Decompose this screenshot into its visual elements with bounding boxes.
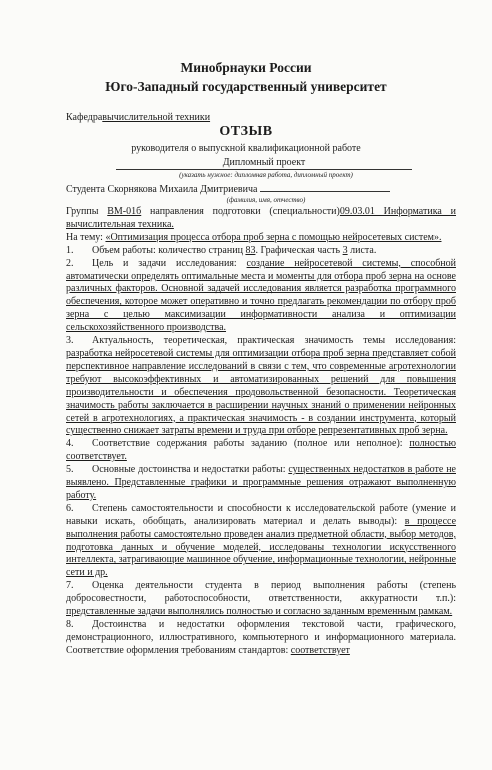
student-label: Студента [66,184,105,195]
group-paragraph: Группы ВМ-01б направления подготовки (специальности)09.03.01 Информатика и вычислительная техника. [66,206,457,230]
item-2: 2. Цель и задачи исследования: создание нейросетевой системы, способной автоматически определять оптимальные места и моменты для отбора проб зерна на основе различных факторов. Основной задачей исследования является разработка программного обеспечения, которое может оперативно и точно предлагать рекомендации по отбору проб зерна с целью максимизации информативности анализа и оптимизации сельскохозяйственного производства. [66,257,456,334]
topic-paragraph: На тему: «Оптимизация процесса отбора проб зерна с помощью нейросетевых систем». [66,231,442,243]
work-type: Дипломный проект [116,157,412,170]
student-name: Скорнякова Михаила Дмитриевича [107,184,258,195]
group-code: ВМ-01б [107,206,142,217]
ministry-name: Минобрнауки России [180,60,312,75]
work-type-hint: (указать нужное: дипломная работа, дипломный проект) [179,171,353,179]
department-name: вычислительной техники [102,112,211,123]
student-underline [260,181,390,192]
item-8: 8. Достоинства и недостатки оформления текстовой части, графического, демонстрационного, иллюстративного, компьютерного и информационного материала. Соответствие оформления требованиям стандартов: соответствует [66,619,456,656]
page-count: 83 [245,244,256,256]
university-name: Юго-Западный государственный университет [105,79,387,94]
department-prefix: Кафедра [66,112,103,123]
student-hint: (фамилия, имя, отчество) [226,196,306,204]
sheet-count: 3 [342,244,348,256]
item-5: 5. Основные достоинства и недостатки работы: существенных недостатков в работе не выявлено. Представленные графики и программные решения отражают выполненную работу. [66,464,456,501]
item-3: 3. Актуальность, теоретическая, практическая значимость темы исследования: разработка нейросетевой системы для оптимизации отбора проб зерна представляет собой перспективное направление исследований в связи с тем, что современные агротехнологии требуют высокоэффективных и автоматизированных решений для повышения производительности и обеспечения продовольственной безопасности. Теоретическая значимость работы заключается в расширении научных знаний о применении нейронных сетей в агротехнологиях, а практическая значимость - в создании инструмента, который существенно снижает затраты времени и труда при отборе репрезентативных проб зерна. [66,335,456,437]
document-title: ОТЗЫВ [219,124,273,139]
header-block [0,58,492,96]
review-body [66,206,456,658]
item-1: 1. Объем работы: количество страниц 83. Графическая часть 3 листа. [66,244,377,256]
direction: 09.03.01 Информатика и вычислительная техника. [66,206,457,230]
department-line [66,112,210,123]
item-7: 7. Оценка деятельности студента в период выполнения работы (степень добросовестности, работоспособности, ответственности, аккуратности т.п.): представленные задачи выполнялись полностью и согласно заданным временным рамкам. [66,580,456,618]
topic: «Оптимизация процесса отбора проб зерна с помощью нейросетевых систем». [105,231,442,243]
item-4: 4. Соответствие содержания работы заданию (полное или неполное): полностью соответствует. [66,438,456,463]
item-6: 6. Степень самостоятельности и способности к исследовательской работе (умение и навыки искать, обобщать, анализировать материал и делать выводы): в процессе выполнения работы самостоятельно проведен анализ предметной области, выбор методов, подготовка данных и обучение моделей, исследованы технологии искусственного интеллекта, затрагивающие машинное обучение, информационные технологии, нейронные сети и др. [66,502,457,579]
document-subtitle: руководителя о выпускной квалификационной работе [131,143,361,154]
student-line [66,181,390,195]
